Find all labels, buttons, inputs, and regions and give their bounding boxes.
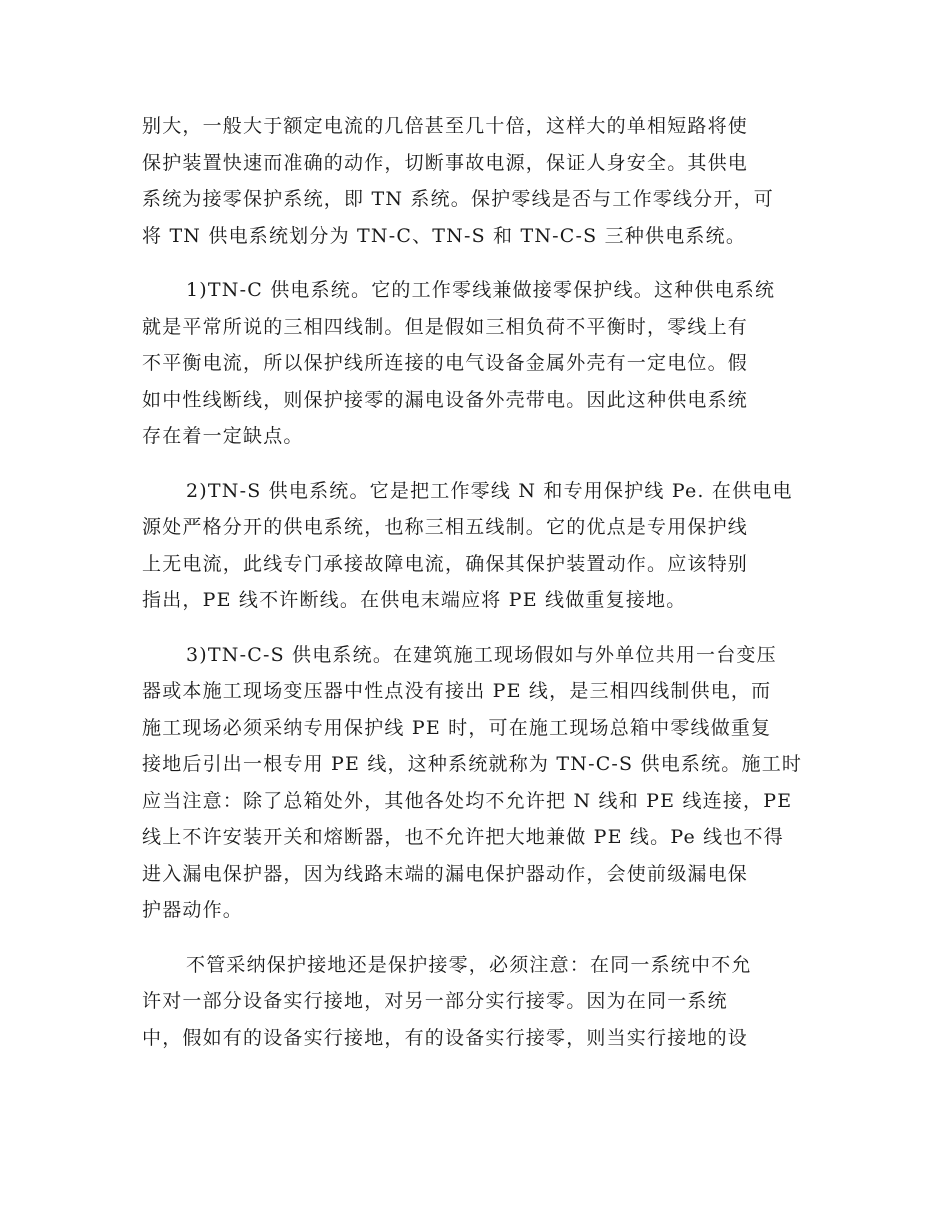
- text-line: 系统为接零保护系统，即 TN 系统。保护零线是否与工作零线分开，可: [142, 188, 774, 210]
- text-line: 指出，PE 线不许断线。在供电末端应将 PE 线做重复接地。: [142, 589, 687, 611]
- text-line: 2)TN-S 供电系统。它是把工作零线 N 和专用保护线 Pe. 在供电电: [186, 479, 793, 502]
- text-line: 不平衡电流，所以保护线所连接的电气设备金属外壳有一定电位。假: [142, 352, 749, 374]
- text-line: 中，假如有的设备实行接地，有的设备实行接零，则当实行接地的设: [142, 1026, 749, 1049]
- paragraph-tn-c: [142, 272, 814, 455]
- text-line: 应当注意：除了总箱处外，其他各处均不允许把 N 线和 PE 线连接，PE: [142, 789, 793, 812]
- paragraph-grounding-note: [142, 947, 814, 1057]
- text-line: 将 TN 供电系统划分为 TN-C、TN-S 和 TN-C-S 三种供电系统。: [142, 224, 747, 247]
- text-line: 器或本施工现场变压器中性点没有接出 PE 线，是三相四线制供电，而: [142, 680, 772, 702]
- text-line: 就是平常所说的三相四线制。但是假如三相负荷不平衡时，零线上有: [142, 315, 749, 338]
- paragraph-tn-s: [142, 473, 814, 619]
- text-line: 接地后引出一根专用 PE 线，这种系统就称为 TN-C-S 供电系统。施工时: [142, 753, 803, 775]
- text-line: 进入漏电保护器，因为线路末端的漏电保护器动作，会使前级漏电保: [142, 862, 749, 885]
- document-body: [142, 108, 814, 1074]
- paragraph-tn-c-s: [142, 637, 814, 929]
- text-line: 存在着一定缺点。: [142, 425, 304, 447]
- text-line: 许对一部分设备实行接地，对另一部分实行接零。因为在同一系统: [142, 990, 728, 1012]
- text-line: 1)TN-C 供电系统。它的工作零线兼做接零保护线。这种供电系统: [186, 279, 776, 301]
- text-line: 源处严格分开的供电系统，也称三相五线制。它的优点是专用保护线: [142, 516, 749, 538]
- text-line: 护器动作。: [142, 899, 244, 921]
- paragraph-tn-system-intro: [142, 108, 814, 254]
- text-line: 3)TN-C-S 供电系统。在建筑施工现场假如与外单位共用一台变压: [186, 643, 777, 666]
- text-line: 线上不许安装开关和熔断器，也不允许把大地兼做 PE 线。Pe 线也不得: [142, 826, 784, 848]
- text-line: 别大，一般大于额定电流的几倍甚至几十倍，这样大的单相短路将使: [142, 115, 749, 137]
- text-line: 如中性线断线，则保护接零的漏电设备外壳带电。因此这种供电系统: [142, 388, 749, 411]
- text-line: 施工现场必须采纳专用保护线 PE 时，可在施工现场总箱中零线做重复: [142, 716, 772, 739]
- text-line: 保护装置快速而准确的动作，切断事故电源，保证人身安全。其供电: [142, 151, 749, 174]
- text-line: 不管采纳保护接地还是保护接零，必须注意：在同一系统中不允: [186, 953, 752, 976]
- text-line: 上无电流，此线专门承接故障电流，确保其保护装置动作。应该特别: [142, 552, 749, 575]
